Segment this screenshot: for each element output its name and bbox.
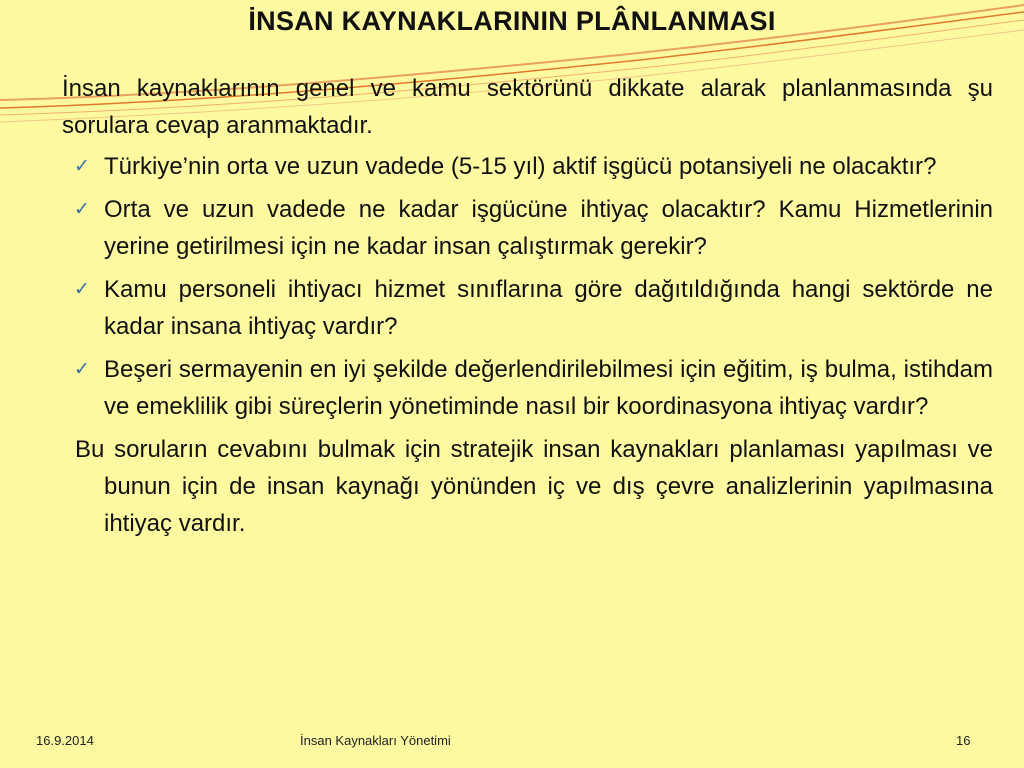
checkmark-icon: ✓ bbox=[74, 358, 90, 380]
list-item-text: Beşeri sermayenin en iyi şekilde değerlendirilebilmesi için eğitim, iş bulma, istihdam ve emeklilik gibi süreçlerin yönetiminde nasıl bir koordinasyona ihtiyaç vardır? bbox=[104, 356, 993, 420]
slide-title: İNSAN KAYNAKLARININ PLÂNLANMASI bbox=[248, 6, 776, 36]
intro-paragraph: İnsan kaynaklarının genel ve kamu sektörünü dikkate alarak planlanmasında şu sorulara cevap aranmaktadır. bbox=[62, 75, 993, 139]
checkmark-icon: ✓ bbox=[74, 278, 90, 300]
list-item-text: Kamu personeli ihtiyacı hizmet sınıflarına göre dağıtıldığında hangi sektörde ne kadar insana ihtiyaç vardır? bbox=[104, 276, 993, 340]
list-item-text: Türkiye’nin orta ve uzun vadede (5-15 yıl) aktif işgücü potansiyeli ne olacaktır? bbox=[104, 153, 937, 180]
list-item bbox=[74, 271, 993, 345]
slide-body bbox=[62, 70, 993, 542]
list-item bbox=[74, 351, 993, 425]
footer-title: İnsan Kaynakları Yönetimi bbox=[300, 733, 451, 748]
page-number: 16 bbox=[956, 733, 971, 748]
list-item bbox=[74, 191, 993, 265]
footer-date: 16.9.2014 bbox=[36, 733, 94, 748]
checkmark-icon: ✓ bbox=[74, 198, 90, 220]
checkmark-icon: ✓ bbox=[74, 155, 90, 177]
closing-paragraph: Bu soruların cevabını bulmak için stratejik insan kaynakları planlaması yapılması ve bunun için de insan kaynağı yönünden iç ve dış çevre analizlerinin yapılmasına ihtiyaç vardır. bbox=[75, 436, 993, 537]
list-item bbox=[74, 148, 993, 185]
list-item-text: Orta ve uzun vadede ne kadar işgücüne ihtiyaç olacaktır? Kamu Hizmetlerinin yerine getirilmesi için ne kadar insan çalıştırmak gerekir? bbox=[104, 196, 993, 260]
question-list bbox=[62, 148, 993, 425]
